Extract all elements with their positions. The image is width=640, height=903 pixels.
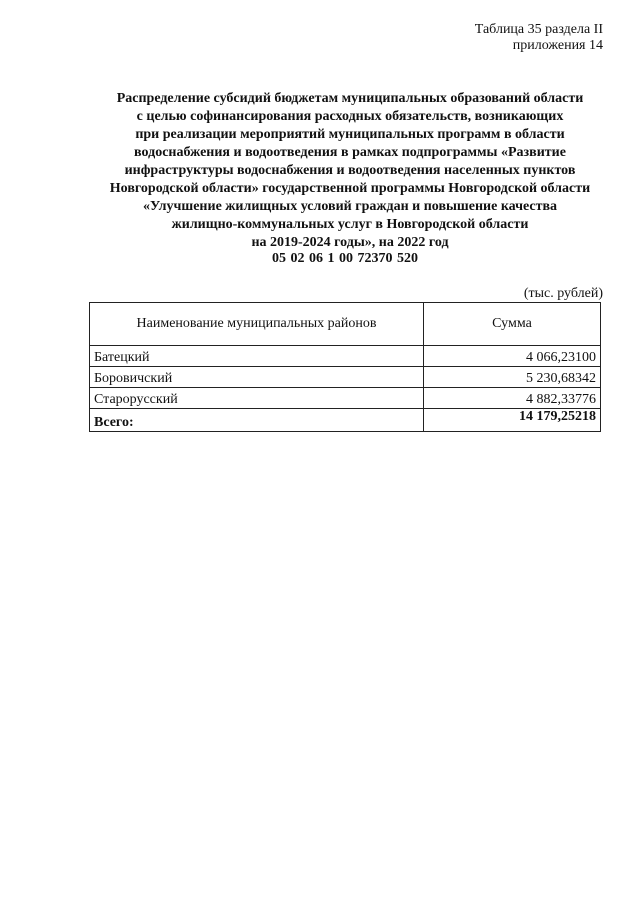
table-reference: [475, 22, 603, 54]
title-line: на 2019-2024 годы», на 2022 год: [251, 235, 449, 250]
table-row: [90, 346, 601, 367]
title-line: Новгородской области» государственной программы Новгородской области: [109, 181, 591, 196]
title-line: водоснабжения и водоотведения в рамках подпрограммы «Развитие: [134, 145, 566, 160]
column-header-district: Наименование муниципальных районов: [90, 303, 424, 346]
title-line: при реализации мероприятий муниципальных программ в области: [135, 127, 565, 142]
district-amount: 5 230,68342: [424, 367, 601, 388]
document-title: [60, 90, 640, 252]
subsidy-table: [89, 302, 601, 432]
district-name: Батецкий: [90, 346, 424, 367]
title-line: Распределение субсидий бюджетам муниципальных образований области: [116, 91, 584, 106]
title-line: жилищно-коммунальных услуг в Новгородской области: [171, 217, 529, 232]
unit-note: (тыс. рублей): [523, 286, 603, 301]
table-row: [90, 388, 601, 409]
reference-line-2: приложения 14: [512, 38, 603, 53]
title-line: «Улучшение жилищных условий граждан и повышение качества: [142, 199, 558, 214]
table-row: [90, 367, 601, 388]
table-header-row: [90, 303, 601, 346]
total-row: [90, 409, 601, 432]
title-line: инфраструктуры водоснабжения и водоотведения населенных пунктов: [124, 163, 576, 178]
total-amount: 14 179,25218: [424, 409, 601, 432]
district-name: Боровичский: [90, 367, 424, 388]
budget-code: 05 02 06 1 00 72370 520: [272, 251, 418, 266]
column-header-amount: Сумма: [424, 303, 601, 346]
reference-line-1: Таблица 35 раздела II: [474, 22, 603, 37]
district-amount: 4 066,23100: [424, 346, 601, 367]
title-line: с целью софинансирования расходных обязательств, возникающих: [136, 109, 564, 124]
district-amount: 4 882,33776: [424, 388, 601, 409]
district-name: Старорусский: [90, 388, 424, 409]
total-label: Всего:: [90, 409, 424, 432]
